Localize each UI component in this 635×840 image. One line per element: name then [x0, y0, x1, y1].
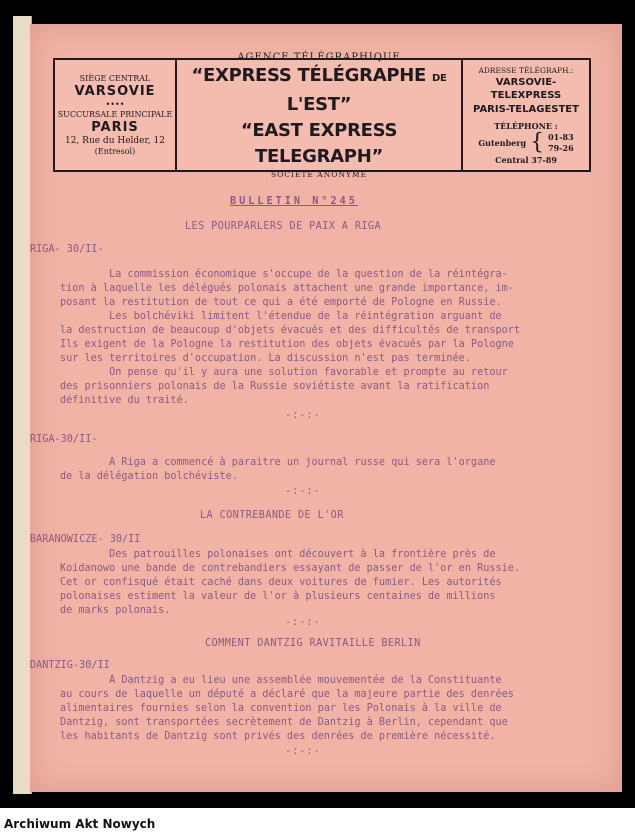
- siege-label: SIÈGE CENTRAL: [79, 74, 151, 83]
- section-heading: COMMENT DANTZIG RAVITAILLE BERLIN: [205, 638, 421, 649]
- telephone-label: TÉLÉPHONE :: [494, 120, 558, 131]
- telegraph-paris: PARIS-TELAGESTET: [473, 103, 579, 115]
- paragraph-line: définitive du traité.: [60, 395, 189, 406]
- section-dateline: DANTZIG-30/II: [30, 660, 110, 671]
- section-separator: -:-:-: [285, 746, 321, 757]
- section-dateline: RIGA- 30/II-: [30, 244, 104, 255]
- paragraph-line: de marks polonais.: [60, 605, 171, 616]
- phone-number-2: 79-26: [548, 142, 574, 153]
- paragraph-line: Dantzig, sont transportées secrètement de Dantzig à Berlin, cependant que: [60, 717, 508, 728]
- section-heading: LES POURPARLERS DE PAIX A RIGA: [185, 221, 382, 232]
- bulletin-title: BULLETIN N°245: [230, 196, 358, 207]
- succursale-label: SUCCURSALE PRINCIPALE: [57, 110, 173, 119]
- paragraph-line: La commission économique s'occupe de la question de la réintégra-: [60, 269, 508, 280]
- section-dateline: BARANOWICZE- 30/II: [30, 534, 141, 545]
- phone-number-3: 37-89: [531, 154, 557, 165]
- paragraph-line: la destruction de beaucoup d'objets évacués et des difficultés de transport: [60, 325, 521, 336]
- paragraph-line: Koidanowo une bande de contrebandiers essayant de passer de l'or en Russie.: [60, 563, 521, 574]
- societe-label: SOCIÉTÉ ANONYME: [270, 169, 368, 179]
- paragraph-line: polonaises estiment la valeur de l'or à plusieurs centaines de millions: [60, 591, 496, 602]
- exchange-central: Central: [495, 154, 529, 165]
- archive-caption: Archiwum Akt Nowych: [0, 808, 635, 840]
- section-separator: -:-:-: [285, 617, 321, 628]
- paragraph-line: les habitants de Dantzig sont privés des denrées de première nécessité.: [60, 731, 496, 742]
- brace-glyph: {: [530, 129, 545, 155]
- dots-divider: ••••: [105, 100, 125, 109]
- paris-address: 12, Rue du Helder, 12: [65, 136, 165, 146]
- entresol-label: (Entresol): [94, 147, 136, 156]
- agency-name-fr-de: DE: [431, 72, 447, 84]
- agency-name-en: “EAST EXPRESS TELEGRAPH”: [240, 119, 398, 167]
- paragraph-line: Des patrouilles polonaises ont découvert à la frontière près de: [60, 549, 496, 560]
- paragraph-line: A Dantzig a eu lieu une assemblée mouvementée de la Constituante: [60, 675, 502, 686]
- agency-label: AGENCE TÉLÉGRAPHIQUE: [237, 51, 401, 63]
- paragraph-line: Ils exigent de la Pologne la restitution des objets évacués par la Pologne: [60, 339, 514, 350]
- agency-name-fr-part2: L'EST”: [286, 93, 352, 115]
- phone-number-1: 01-83: [548, 131, 574, 142]
- paragraph-line: des prisonniers polonais de la Russie soviétiste avant la ratification: [60, 381, 490, 392]
- paragraph-line: de la délégation bolchéviste.: [60, 471, 238, 482]
- city-varsovie: VARSOVIE: [74, 84, 156, 99]
- paragraph-line: alimentaires fournies selon la convention par les Polonais à la ville de: [60, 703, 502, 714]
- telegraph-varsovie: VARSOVIE-TELEXPRESS: [490, 76, 562, 101]
- paragraph-line: A Riga a commencé à paraitre un journal russe qui sera l'organe: [60, 457, 496, 468]
- paragraph-line: Les bolchéviki limitent l'étendue de la réintégration arguant de: [60, 311, 502, 322]
- paragraph-line: Cet or confisqué était caché dans deux voitures de fumier. Les autorités: [60, 577, 502, 588]
- agency-name-fr-part1: “EXPRESS TÉLÉGRAPHE: [191, 64, 432, 86]
- city-paris: PARIS: [91, 120, 139, 135]
- bulletin-body: [30, 24, 622, 792]
- telegraph-address-label: ADRESSE TÉLÉGRAPH.:: [478, 65, 574, 75]
- section-dateline: RIGA-30/II-: [30, 434, 98, 445]
- section-heading: LA CONTREBANDE DE L'OR: [200, 510, 344, 521]
- section-separator: -:-:-: [285, 410, 321, 421]
- exchange-gutenberg: Gutenberg: [478, 137, 527, 148]
- paragraph-line: tion à laquelle les délégués polonais attachent une grande importance, im-: [60, 283, 514, 294]
- paragraph-line: au cours de laquelle un député a déclaré que la majeure partie des denrées: [60, 689, 514, 700]
- paragraph-line: On pense qu'il y aura une solution favorable et prompte au retour: [60, 367, 508, 378]
- section-separator: -:-:-: [285, 486, 321, 497]
- document-page: [30, 24, 622, 792]
- paragraph-line: posant la restitution de tout ce qui a été emporté de Pologne en Russie.: [60, 297, 502, 308]
- paragraph-line: sur les territoires d'occupation. La discussion n'est pas terminée.: [60, 353, 471, 364]
